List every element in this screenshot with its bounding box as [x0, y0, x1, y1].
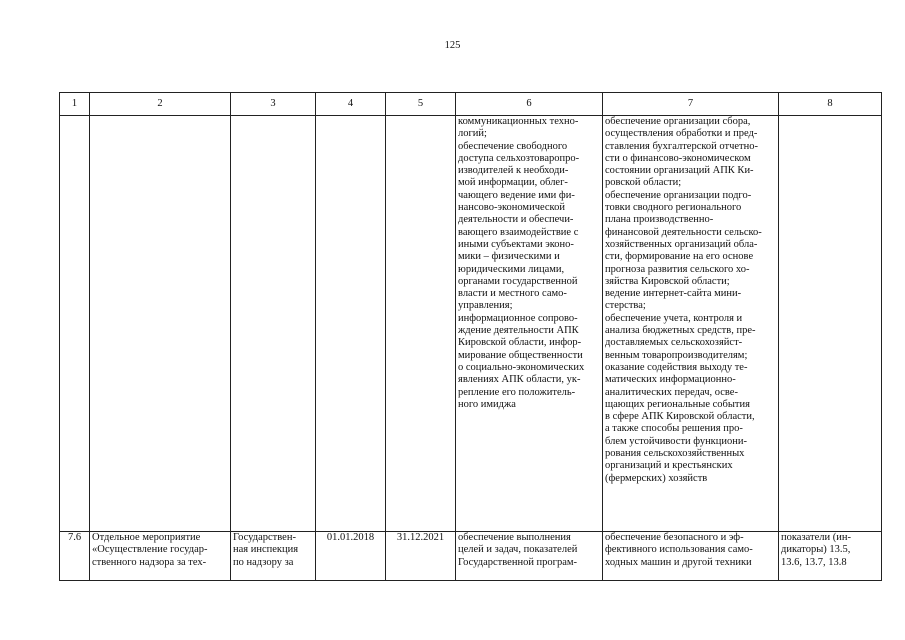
- start-date-cell: [316, 116, 386, 532]
- executor-cell: Государствен- ная инспекция по надзору за: [231, 532, 316, 581]
- column-header: 2: [90, 93, 231, 116]
- program-table: [59, 92, 882, 581]
- column-header: 6: [456, 93, 603, 116]
- column-header: 5: [386, 93, 456, 116]
- column-header: 1: [60, 93, 90, 116]
- executor-cell: [231, 116, 316, 532]
- column-header: 3: [231, 93, 316, 116]
- end-date-cell: [386, 116, 456, 532]
- end-date-cell: 31.12.2021: [386, 532, 456, 581]
- row-number-cell: 7.6: [60, 532, 90, 581]
- table-header-row: [60, 93, 882, 116]
- indicators-cell: показатели (ин- дикаторы) 13.5, 13.6, 13.7, 13.8: [779, 532, 882, 581]
- event-name-cell: Отдельное мероприятие «Осуществление государ- ственного надзора за тех-: [90, 532, 231, 581]
- expected-result-cell: обеспечение выполнения целей и задач, показателей Государственной програм-: [456, 532, 603, 581]
- main-directions-cell: обеспечение безопасного и эф- фективного использования само- ходных машин и другой техники: [603, 532, 779, 581]
- column-header: 8: [779, 93, 882, 116]
- column-header: 7: [603, 93, 779, 116]
- expected-result-cell: коммуникационных техно- логий; обеспечение свободного доступа сельхозтоваропро- изводителей к необходи- мой информации, облег- чающего ведение ими фи- нансово-экономической деятельности и обеспечи- вающего взаимодействие с иными субъектами эконо- мики – физическими и юридическими лицами, органами государственной власти и местного само- управления; информационное сопрово- ждение деятельности АПК Кировской области, инфор- мирование общественности о социально-экономических явлениях АПК области, ук- репление его положитель- ного имиджа: [456, 116, 603, 532]
- main-directions-cell: обеспечение организации сбора, осуществления обработки и пред- ставления бухгалтерской отчетно- сти о финансово-экономическом состоянии организаций АПК Ки- ровской области; обеспечение организации подго- товки сводного регионального плана производственно- финансовой деятельности сельско- хозяйственных организаций обла- сти, формирование на его основе прогноза развития сельского хо- зяйства Кировской области; ведение интернет-сайта мини- стерства; обеспечение учета, контроля и анализа бюджетных средств, пре- доставляемых сельскохозяйст- венным товаропроизводителям; оказание содействия выходу те- матических информационно- аналитических передач, осве- щающих региональные события в сфере АПК Кировской области, а также способы решения про- блем устойчивости функциони- рования сельскохозяйственных организаций и крестьянских (фермерских) хозяйств: [603, 116, 779, 532]
- table-row: [60, 532, 882, 581]
- event-name-cell: [90, 116, 231, 532]
- page-number: 125: [444, 40, 461, 51]
- column-header: 4: [316, 93, 386, 116]
- table-row: [60, 116, 882, 532]
- start-date-cell: 01.01.2018: [316, 532, 386, 581]
- indicators-cell: [779, 116, 882, 532]
- row-number-cell: [60, 116, 90, 532]
